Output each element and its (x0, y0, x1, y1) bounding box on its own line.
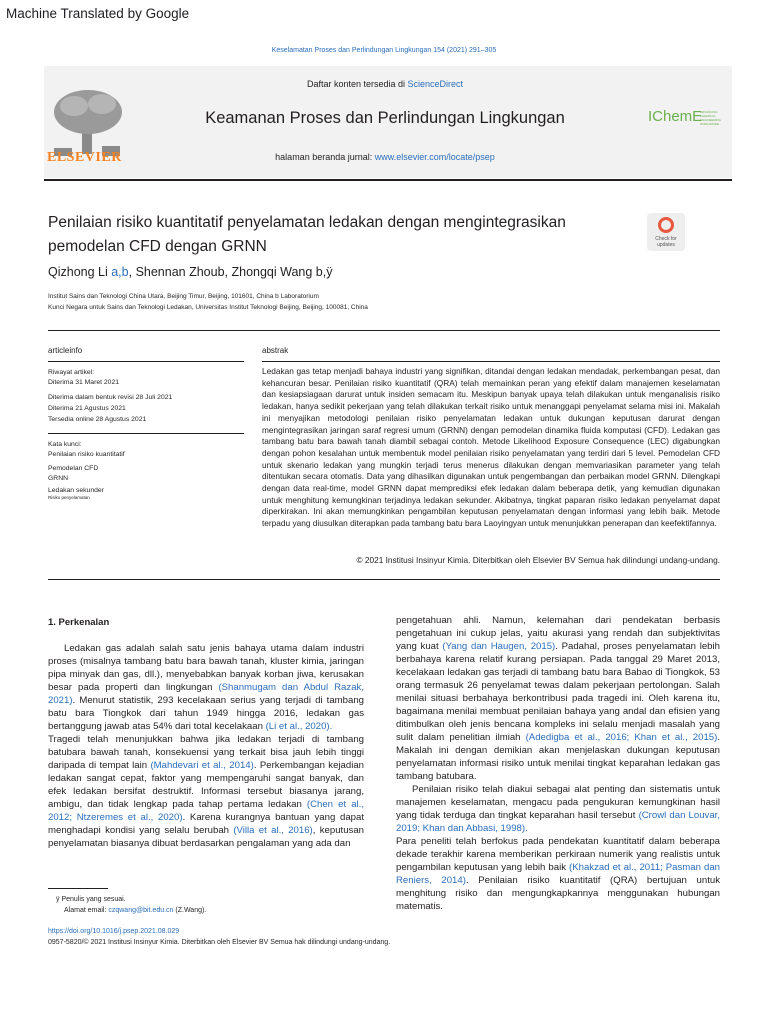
citation-link[interactable]: (Mahdevari et al., 2014) (150, 760, 254, 771)
citation-link[interactable]: (Villa et al., 2016) (233, 825, 313, 836)
doi-link[interactable]: https://doi.org/10.1016/j.psep.2021.08.029 (48, 928, 180, 935)
sciencedirect-link[interactable]: ScienceDirect (407, 79, 464, 89)
citation-link[interactable]: (Shanmugam dan Abdul Razak, 2021) (48, 682, 364, 706)
journal-homepage-link[interactable]: www.elsevier.com/locate/psep (374, 152, 495, 162)
author-affiliation-link[interactable]: a,b (111, 265, 129, 279)
keyword-item: Ledakan sekunder (48, 487, 104, 494)
text-run: Ledakan gas adalah salah satu jenis bahaya utama dalam industri proses (misalnya tambang batu bara bawah tanah, kluster kimia, jaringan pipa minyak dan gas, dll.), menyebabkan banyak korban jiwa, kerusakan besar pada properti dan lingkungan (48, 643, 364, 693)
email-link[interactable]: czqwang@bit.edu.cn (108, 907, 174, 914)
email-suffix: (Z.Wang). (173, 907, 207, 914)
text-run: , keputusan penyelamatan biasanya dibuat berdasarkan pengalaman yang ada dan (48, 825, 365, 849)
citation-link[interactable]: (Adedigba et al., 2016; Khan et al., 2015) (525, 732, 718, 743)
email-line (64, 907, 206, 914)
text-run: Para peneliti telah berfokus pada pendekatan kuantitatif dalam beberapa dekade terakhir karena memberikan perkiraan numerik yang realistis untuk pengambilan keputusan yang lebih baik (396, 836, 720, 873)
paragraph (396, 783, 720, 835)
author-list (48, 265, 332, 279)
header-rule (44, 179, 732, 181)
issn-copyright-line: 0957-5820/© 2021 Institusi Insinyur Kimia. Diterbitkan oleh Elsevier BV Semua hak dilindungi undang-undang. (48, 939, 391, 946)
divider (48, 330, 720, 331)
abstract-body: Ledakan gas tetap menjadi bahaya industri yang signifikan, ditandai dengan ledakan mendadak, perkembangan pesat, dan kehancuran besar. Penilaian risiko kuantitatif (QRA) telah memainkan peran yang efektif dalam manajemen keselamatan dan kesiapsiagaan darurat untuk insiden semacam itu. Meskipun banyak upaya telah dilakukan untuk menganalisis risiko ledakan, hanya sedikit pekerjaan yang telah dilakukan terkait risiko untuk menanggapi penyelamat selama misi ini. Makalah ini menyajikan metodologi penilaian risiko penyelamatan ledakan untuk dukungan keputusan darurat dengan mengintegrasikan jaringan saraf regresi umum (GRNN) dengan pemodelan dinamika fluida komputasi (CFD). Ledakan gas tambang batu bara bawah tanah diambil sebagai contoh. Metode Likelihood Exposure Consequence (LEC) digabungkan dengan pohon kesalahan untuk membentuk model penilaian risiko penyelamatan yang terdiri dari 5 level. Pemodelan CFD untuk skenario ledakan yang mungkin terjadi terus menerus dilakukan dengan memvariasikan parameter yang telah ditentukan secara otomatis. Data yang dihasilkan digunakan untuk pengembangan dan perbaikan model GRNN. Dilengkapi dengan data real-time, model GRNN dapat memprediksi efek ledakan dalam beberapa detik, yang kemudian digunakan untuk menghitung kemungkinan terjadinya ledakan sekunder. Akibatnya, tingkat paparan risiko ledakan penyelamat dapat diperkirakan. Ini akan memungkinkan pengambilan keputusan penyelamatan dengan informasi yang lebih baik. Metode terpadu yang diusulkan diterapkan pada tambang batu bara Laoyingyan untuk menunjukkan penerapan dan keefektifannya. (262, 366, 720, 529)
history-item: Diterima 31 Maret 2021 (48, 379, 120, 386)
check-updates-label: Check for updates (655, 236, 677, 248)
text-run: . Perkembangan kejadian ledakan sangat cepat, faktor yang mempengaruhi sangat banyak, dan efek ledakan bersifat destruktif. Informasi tersebut biasanya jarang, ambigu, dan tidak lengkap pada tahap pertama ledakan (48, 760, 365, 810)
text-run: . Makalah ini dengan demikian akan menjelaskan dukungan keputusan penyelamatan informasi risiko untuk menilai tingkat keparahan ledakan gas tambang batubara. (396, 732, 721, 782)
keyword-item: Risiko penyelamatan (48, 495, 90, 500)
journal-homepage-line (150, 152, 620, 162)
affiliation-line: Institut Sains dan Teknologi China Utara, Beijing Timur, Beijing, 101601, China b Laboratorium (48, 293, 319, 300)
citation-link[interactable]: (Khakzad et al., 2011; Pasman dan Reniers, 2014) (396, 862, 720, 886)
abstract-copyright: © 2021 Institusi Insinyur Kimia. Diterbitkan oleh Elsevier BV Semua hak dilindungi undang-undang. (356, 555, 720, 565)
keyword-item: Pemodelan CFD (48, 465, 99, 472)
corresponding-author-note: ÿ Penulis yang sesuai. (56, 896, 126, 903)
text-run: . Penilaian risiko kuantitatif (QRA) bertujuan untuk menghitung risiko dan mengungkapkannya menggunakan hubungan matematis. (396, 875, 720, 912)
journal-reference-link[interactable]: Keselamatan Proses dan Perlindungan Lingkungan 154 (2021) 291–305 (271, 47, 497, 54)
text-run: Penilaian risiko telah diakui sebagai alat penting dan sistematis untuk manajemen keselamatan, mengacu pada pengukuran kemungkinan hasil yang tidak terduga dan tingkat keparahan hasil tersebut (396, 784, 720, 821)
check-updates-icon (658, 217, 674, 233)
text-run: . Karena kurangnya bantuan yang dapat menghadapi kondisi yang selalu berubah (48, 812, 364, 836)
keyword-item: Penilaian risiko kuantitatif (48, 451, 125, 458)
paragraph (48, 733, 364, 850)
divider (48, 361, 244, 362)
author-name: , Shennan Zhoub, Zhongqi Wang b,ÿ (128, 265, 333, 279)
check-for-updates-button[interactable] (647, 213, 685, 251)
history-label: Riwayat artikel: (48, 369, 95, 376)
article-title: Penilaian risiko kuantitatif penyelamatan ledakan dengan mengintegrasikan pemodelan CFD dengan GRNN (48, 214, 566, 255)
journal-title: Keamanan Proses dan Perlindungan Lingkungan (205, 109, 565, 127)
machine-translated-banner: Machine Translated by Google (6, 6, 190, 21)
text-run: pengetahuan ahli. Namun, kelemahan dari pendekatan berbasis pengetahuan ini cukup jelas, yaitu akurasi yang rendah dan subjektivitas yang kuat (396, 615, 720, 652)
paragraph (396, 835, 720, 913)
abstract-heading: abstrak (262, 346, 289, 355)
affiliation-line: Kunci Negara untuk Sains dan Teknologi Ledakan, Universitas Institut Teknologi Beijing, Beijing, 100081, China (48, 304, 368, 311)
divider (48, 433, 244, 434)
section-heading: 1. Perkenalan (48, 617, 110, 628)
history-item: Diterima dalam bentuk revisi 28 Juli 2021 (48, 394, 173, 401)
contents-available-line (150, 79, 620, 89)
body-left-column (48, 642, 364, 850)
email-label: Alamat email: (64, 907, 109, 914)
keyword-item: GRNN (48, 475, 69, 482)
doi-line (48, 928, 179, 935)
text-run: . Padahal, proses penyelamatan lebih berbahaya karena relatif kurang persiapan. Pada tanggal 29 Maret 2013, kecelakaan ledakan gas terjadi di tambang batu bara Babao di Tiongkok, 53 orang termasuk 26 penyelamat tewas dalam pekerjaan pertolongan. Salah menilai situasi berbahaya berkontribusi pada tragedi ini. Oleh karena itu, bagaimana menilai membuat penilaian bahaya yang andal dan efisien yang ditimbulkan oleh jenis bencana kompleks ini selalu menjadi masalah yang sulit dalam penelitian ilmiah (396, 641, 720, 743)
divider (48, 579, 720, 580)
citation-link[interactable]: (Crowl dan Louvar, 2019; Khan dan Abbasi, 1998). (396, 810, 720, 834)
paragraph (396, 614, 720, 783)
keywords-label: Kata kunci: (48, 441, 82, 448)
citation-link[interactable]: (Li et al., 2020). (265, 721, 333, 732)
footnote-rule (48, 888, 108, 889)
icheme-tagline: ADVANCING CHEMICAL ENGINEERING WORLDWIDE (700, 110, 722, 126)
contents-prefix: Daftar konten tersedia di (306, 79, 408, 89)
text-run: Tragedi telah menunjukkan bahwa jika ledakan terjadi di tambang batubara bawah tanah, konsekuensi yang terkait bisa jauh lebih tinggi daripada di tempat lain (48, 734, 364, 771)
divider (262, 361, 720, 362)
elsevier-wordmark: ELSEVIER (47, 150, 122, 165)
paragraph (48, 642, 364, 733)
author-name: Qizhong Li (48, 265, 112, 279)
icheme-logo: IChemE (648, 108, 703, 125)
citation-link[interactable]: (Yang dan Haugen, 2015) (442, 641, 556, 652)
text-run: . Menurut statistik, 293 kecelakaan serius yang terjadi di tambang batu bara Tiongkok dari tahun 1949 hingga 2016, ledakan gas bertanggung jawab atas 54% dari total kecelakaan (48, 695, 364, 732)
body-right-column (396, 614, 720, 913)
history-item: Tersedia online 28 Agustus 2021 (48, 416, 147, 423)
homepage-prefix: halaman beranda jurnal: (275, 152, 375, 162)
history-item: Diterima 21 Agustus 2021 (48, 405, 126, 412)
citation-link[interactable]: (Chen et al., 2012; Ntzeremes et al., 2020) (48, 799, 365, 823)
article-info-heading: articleinfo (48, 346, 83, 355)
